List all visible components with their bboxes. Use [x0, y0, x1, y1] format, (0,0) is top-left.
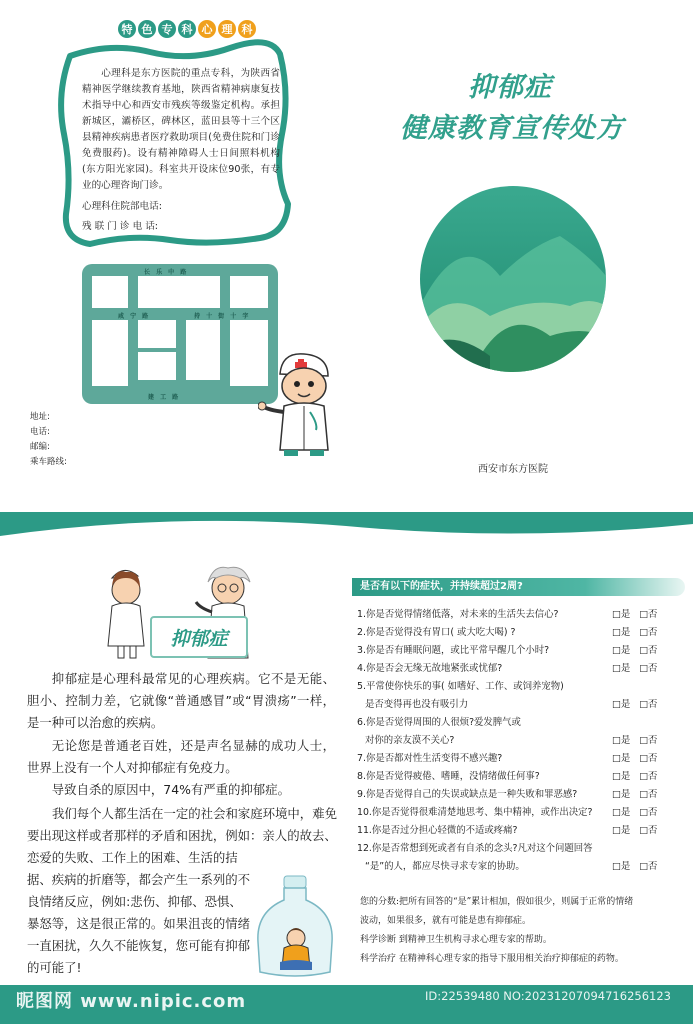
question-item-cont: 是否变得再也没有吸引力	[365, 699, 469, 710]
tag-char: 专	[158, 20, 176, 38]
street-label: 咸 宁 路	[118, 313, 151, 320]
score-line: 科学诊断 到精神卫生机构寻求心理专家的帮助。	[360, 935, 552, 945]
hospital-name: 西安市东方医院	[478, 464, 548, 475]
department-intro: 心理科是东方医院的重点专科，为陕西省精神医学继续教育基地，陕西省精神病康复技术指导中心和西安市残疾等级鉴定机构。承担新城区，灞桥区，碑林区，蓝田县等十三个区县精神疾病患者医疗救助项目(免费住院和门诊免费服药)。设有精神障碍人士日间照料机构(东方阳光家园)。科室共开设床位90张，有专业的心理咨询门诊。	[82, 68, 280, 191]
question-item: 7.你是否都对性生活变得不感兴趣?	[357, 753, 503, 764]
yes-checkbox[interactable]: □是	[612, 771, 631, 782]
question-item-cont: “是”的人，都应尽快寻求专家的协助。	[365, 861, 525, 872]
yes-checkbox[interactable]: □是	[612, 861, 631, 872]
yes-checkbox[interactable]: □是	[612, 735, 631, 746]
bottle-boy-illustration	[250, 872, 340, 980]
score-line: 波动，如果很多，就有可能是患有抑郁症。	[360, 916, 532, 926]
address-label: 地址:	[30, 412, 50, 422]
question-item-cont: 对你的亲友漠不关心?	[365, 735, 455, 746]
para-line: 据、疾病的折磨等，都会产生一系列的不	[27, 872, 251, 887]
no-checkbox[interactable]: □否	[639, 609, 658, 620]
tag-char: 色	[138, 20, 156, 38]
no-checkbox[interactable]: □否	[639, 771, 658, 782]
wave-divider	[0, 512, 693, 540]
yes-checkbox[interactable]: □是	[612, 663, 631, 674]
location-map	[82, 264, 278, 404]
question-item: 4.你是否会无缘无故地紧张或忧郁?	[357, 663, 503, 674]
mountain-circle-illustration	[420, 186, 606, 372]
yes-checkbox[interactable]: □是	[612, 627, 631, 638]
symptom-header: 是否有以下的症状，并持续超过2周?	[352, 578, 685, 596]
question-item: 3.你是否有睡眠问题，或比平常早醒几个小时?	[357, 645, 550, 656]
no-checkbox[interactable]: □否	[639, 807, 658, 818]
question-item: 8.你是否觉得疲倦、嗜睡，没情绪做任何事?	[357, 771, 540, 782]
no-checkbox[interactable]: □否	[639, 861, 658, 872]
score-line: 您的分数:把所有回答的“是”累计相加，假如很少，则属于正常的情绪	[360, 897, 634, 907]
no-checkbox[interactable]: □否	[639, 735, 658, 746]
para-line: 一直困扰，久久不能恢复，您可能有抑郁	[27, 938, 251, 953]
yes-checkbox[interactable]: □是	[612, 645, 631, 656]
para-line: 要出现这样或者那样的矛盾和困扰，例如：亲人的故去、	[27, 828, 337, 843]
intro-paragraph: 抑郁症是心理科最常见的心理疾病。它不是无能、胆小、控制力差，它就像“普通感冒”或“胃溃疡”一样，是一种可以治愈的疾病。	[27, 671, 335, 730]
score-note	[360, 893, 670, 969]
yes-checkbox[interactable]: □是	[612, 825, 631, 836]
question-item: 9.你是否觉得自己的失误或缺点是一种失败和罪恶感?	[357, 789, 578, 800]
site-watermark: 昵图网 www.nipic.com	[16, 991, 247, 1012]
title-depression: 抑郁症	[468, 72, 552, 103]
doctor-illustration	[258, 350, 346, 458]
phone-label: 电话:	[30, 427, 50, 437]
question-item: 1.你是否觉得情绪低落，对未来的生活失去信心?	[357, 609, 559, 620]
question-item: 12.你是否常想到死或者有自杀的念头?凡对这个问题回答	[357, 843, 593, 854]
suicide-paragraph: 导致自杀的原因中，74%有严重的抑郁症。	[51, 782, 290, 797]
question-item: 6.你是否觉得周围的人很烦?爱发脾气或	[357, 717, 521, 728]
tag-char: 理	[218, 20, 236, 38]
depression-badge: 抑郁症	[150, 616, 248, 658]
street-label: 长 乐 中 路	[144, 269, 189, 276]
question-item: 2.你是否觉得没有胃口( 或大吃大喝) ?	[357, 627, 516, 638]
bus-route-label: 乘车路线:	[30, 457, 67, 467]
yes-checkbox[interactable]: □是	[612, 789, 631, 800]
tag-char: 心	[198, 20, 216, 38]
no-checkbox[interactable]: □否	[639, 627, 658, 638]
score-line: 科学治疗 在精神科心理专家的指导下服用相关治疗抑郁症的药物。	[360, 954, 624, 964]
title-prescription: 健康教育宣传处方	[400, 113, 624, 144]
street-label: 建 工 路	[148, 394, 181, 401]
tag-char: 科	[178, 20, 196, 38]
question-item: 11.你是否过分担心轻微的不适或疼痛?	[357, 825, 518, 836]
no-checkbox[interactable]: □否	[639, 753, 658, 764]
no-checkbox[interactable]: □否	[639, 699, 658, 710]
immunity-paragraph: 无论您是普通老百姓，还是声名显赫的成功人士，世界上没有一个人对抑郁症有免疫力。	[27, 738, 335, 775]
outpatient-phone-label: 残 联 门 诊 电 话:	[82, 221, 159, 232]
image-id: ID:22539480 NO:20231207094716256123	[425, 989, 671, 1003]
no-checkbox[interactable]: □否	[639, 825, 658, 836]
question-item: 5.平常使你快乐的事( 如嗜好、工作、或饲养宠物)	[357, 681, 564, 692]
question-item: 10.你是否觉得很难清楚地思考、集中精神，或作出决定?	[357, 807, 593, 818]
tag-char: 科	[238, 20, 256, 38]
no-checkbox[interactable]: □否	[639, 645, 658, 656]
postcode-label: 邮编:	[30, 442, 50, 452]
para-line: 恋爱的失败、工作上的困难、生活的拮	[27, 850, 238, 865]
inpatient-phone-label: 心理科住院部电话:	[82, 201, 162, 212]
para-line: 暴怒等，这是很正常的。如果沮丧的情绪	[27, 916, 251, 931]
para-line: 良情绪反应，例如:悲伤、抑郁、恐惧、	[27, 894, 242, 909]
tag-char: 特	[118, 20, 136, 38]
yes-checkbox[interactable]: □是	[612, 807, 631, 818]
yes-checkbox[interactable]: □是	[612, 699, 631, 710]
no-checkbox[interactable]: □否	[639, 663, 658, 674]
street-label: 持 十 街 十 字	[194, 313, 251, 320]
para-line: 的可能了!	[27, 960, 82, 975]
para-line: 我们每个人都生活在一定的社会和家庭环境中，难免	[52, 806, 337, 821]
no-checkbox[interactable]: □否	[639, 789, 658, 800]
yes-checkbox[interactable]: □是	[612, 609, 631, 620]
yes-checkbox[interactable]: □是	[612, 753, 631, 764]
